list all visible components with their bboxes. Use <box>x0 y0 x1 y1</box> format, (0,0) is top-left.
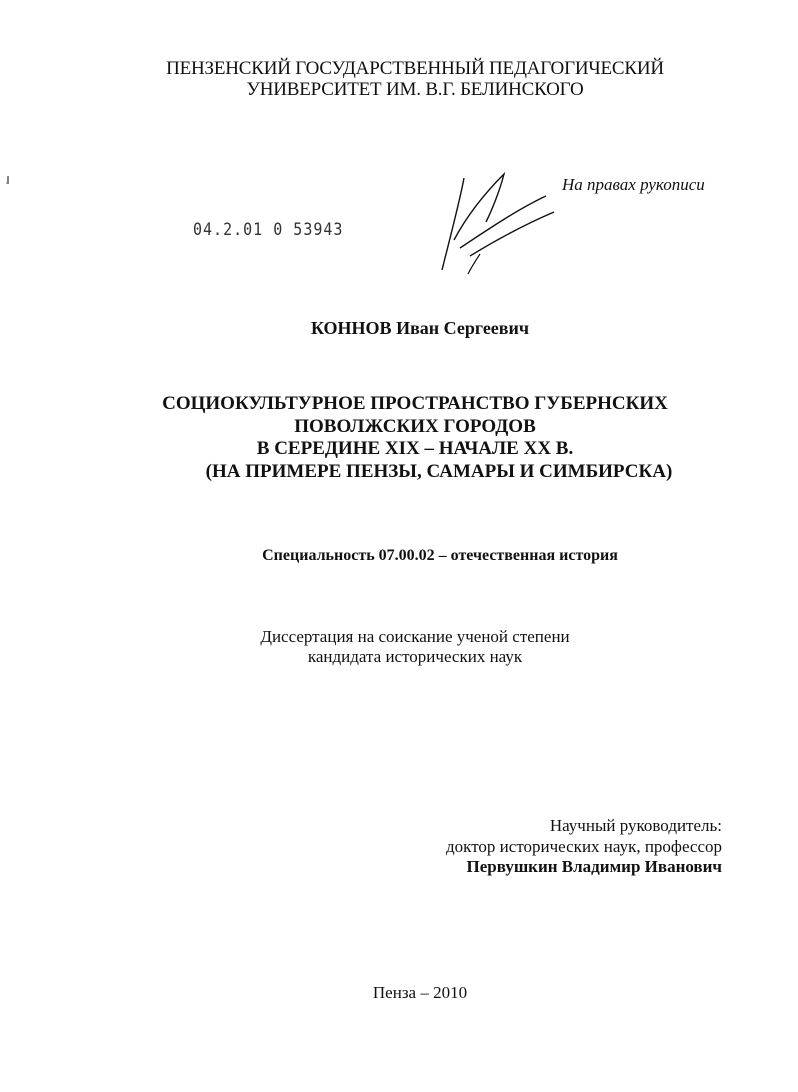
university-line-1: ПЕНЗЕНСКИЙ ГОСУДАРСТВЕННЫЙ ПЕДАГОГИЧЕСКИЙ <box>166 58 664 79</box>
title-line-2: ПОВОЛЖСКИХ ГОРОДОВ <box>294 415 536 437</box>
degree-line-1: Диссертация на соискание ученой степени <box>260 627 570 646</box>
author-name: КОННОВ Иван Сергеевич <box>310 318 530 338</box>
degree-statement <box>220 627 610 667</box>
university-name <box>120 58 710 100</box>
university-line-2: УНИВЕРСИТЕТ ИМ. В.Г. БЕЛИНСКОГО <box>246 79 584 100</box>
city-year: Пенза – 2010 <box>372 983 468 1002</box>
dissertation-title <box>110 393 720 483</box>
title-line-3: В СЕРЕДИНЕ XIX – НАЧАЛЕ XX В. <box>256 438 574 459</box>
supervisor-name: Первушкин Владимир Иванович <box>466 857 722 876</box>
signature-icon <box>430 170 570 280</box>
supervisor-credentials: доктор исторических наук, профессор <box>446 836 722 856</box>
archive-number: 04.2.01 0 53943 <box>193 219 344 240</box>
degree-line-2: кандидата исторических наук <box>307 647 523 666</box>
supervisor-block <box>380 816 722 878</box>
margin-mark-icon <box>6 176 10 184</box>
manuscript-note: На правах рукописи <box>562 175 705 194</box>
title-line-4: (НА ПРИМЕРЕ ПЕНЗЫ, САМАРЫ И СИМБИРСКА) <box>205 460 673 482</box>
title-line-1: СОЦИОКУЛЬТУРНОЕ ПРОСТРАНСТВО ГУБЕРНСКИХ <box>162 393 668 414</box>
specialty: Специальность 07.00.02 – отечественная история <box>262 547 618 564</box>
supervisor-label: Научный руководитель: <box>549 816 722 835</box>
